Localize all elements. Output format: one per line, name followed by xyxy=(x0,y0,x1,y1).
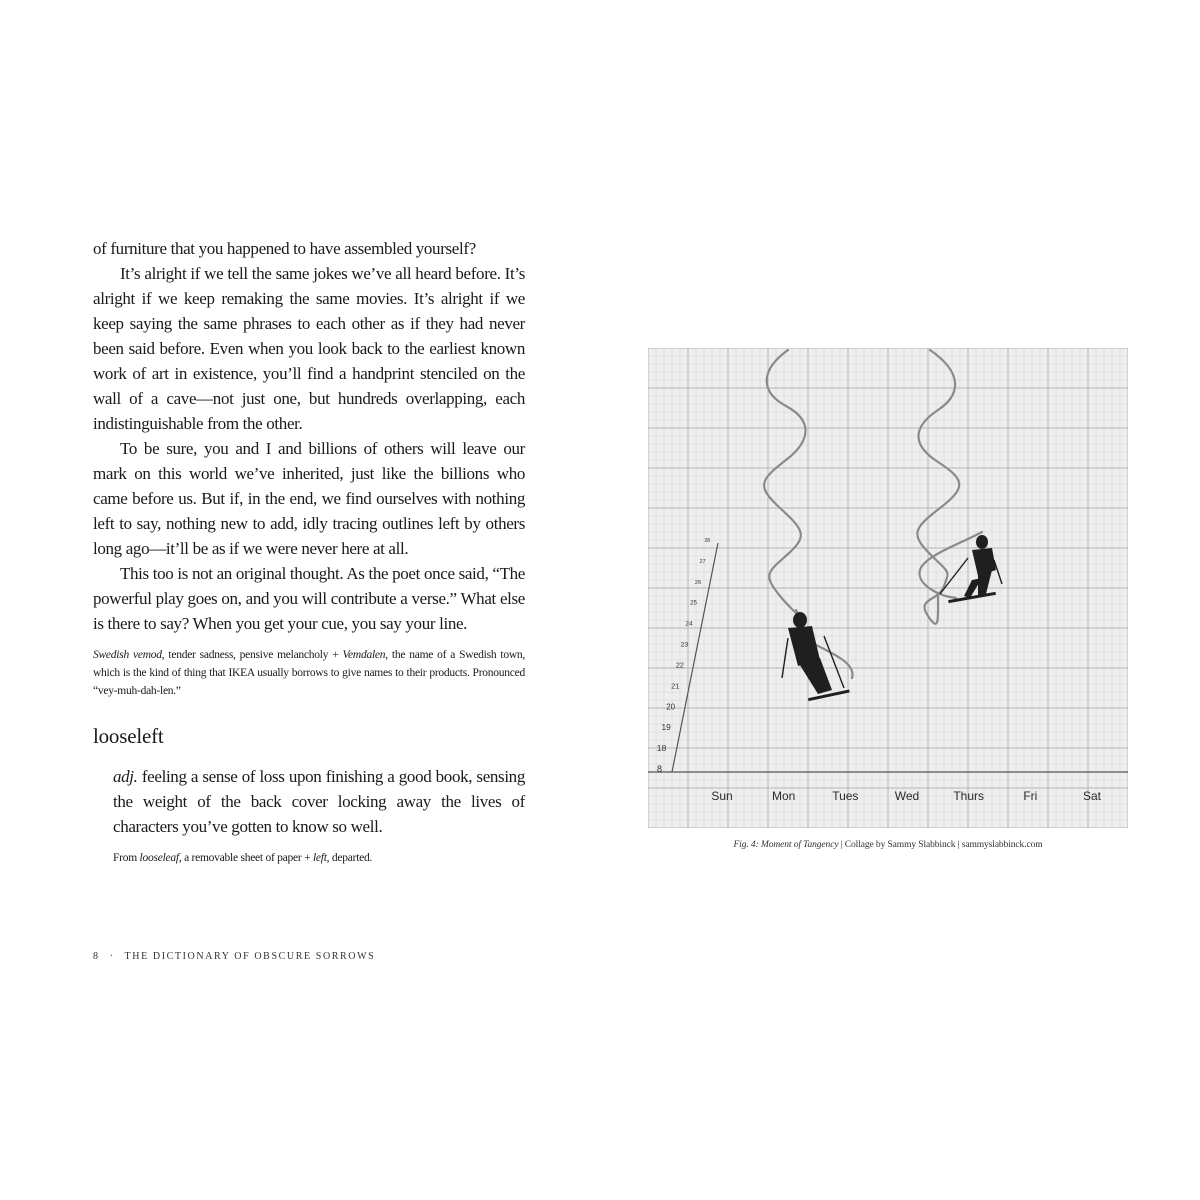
x-day-label: Sun xyxy=(711,789,733,803)
footer-separator: · xyxy=(109,951,115,962)
running-footer xyxy=(93,951,375,962)
caption-figure-title: Fig. 4: Moment of Tangency xyxy=(733,840,839,850)
entry-headword: looseleft xyxy=(93,724,164,748)
etym-term: looseleaf xyxy=(139,852,179,864)
paragraph-1: of furniture that you happened to have assembled yourself? xyxy=(93,239,476,258)
etym-text: , tender sadness, pensive melancholy + xyxy=(161,649,343,661)
left-page xyxy=(93,236,525,867)
skier-head xyxy=(976,535,988,549)
x-day-label: Mon xyxy=(771,789,796,803)
etym-text: , departed. xyxy=(326,852,373,864)
y-tick-label: 20 xyxy=(666,702,676,712)
etymology-note-vemdalen xyxy=(93,646,525,700)
y-tick-label: 21 xyxy=(671,681,680,691)
part-of-speech: adj. xyxy=(113,767,138,786)
etym-term: Swedish xyxy=(93,649,129,661)
paragraph-4: This too is not an original thought. As the poet once said, “The powerful play goes on, and you will contribute a verse.” What else is there to say? When you get your cue, you say your line. xyxy=(93,564,525,633)
collage-figure xyxy=(648,348,1128,828)
etym-text: , the name of a Swedish town, which is the kind of thing that IKEA usually borrows to give names to their products. Pronounced “vey-muh-dah-len.” xyxy=(93,649,525,697)
x-day-label: Thurs xyxy=(953,789,985,803)
etym-text: From xyxy=(113,852,140,864)
page-number: 8 xyxy=(93,951,100,962)
book-title: THE DICTIONARY OF OBSCURE SORROWS xyxy=(124,951,376,962)
y-tick-label: 18 xyxy=(656,743,667,754)
paragraph-2: It’s alright if we tell the same jokes we’ve all heard before. It’s alright if we keep remaking the same movies. It’s alright if we keep saying the same phrases to each other as if they had never been said before. Even when you look back to the earliest known work of art in existence, you’ll find a handprint stenciled on the wall of a cave—not just one, but hundreds overlapping, each indistinguishable from the other. xyxy=(93,264,525,433)
y-tick-label: 26 xyxy=(694,579,702,586)
y-tick-label: 24 xyxy=(685,620,693,628)
definition-text: feeling a sense of loss upon finishing a good book, sensing the weight of the back cover locking away the lives of characters you’ve gotten to know so well. xyxy=(113,767,525,836)
skier-head xyxy=(793,612,807,628)
figure-caption xyxy=(648,840,1128,850)
etym-term: left xyxy=(312,852,327,864)
caption-credit: | Collage by Sammy Slabbinck | sammyslabbinck.com xyxy=(838,840,1043,850)
etym-term: Vemdalen xyxy=(342,649,386,661)
etymology-note-looseleft xyxy=(93,849,525,867)
entry-definition xyxy=(93,764,525,839)
y-tick-label: 28 xyxy=(704,538,710,544)
y-tick-label: 8 xyxy=(656,764,662,774)
body-text xyxy=(93,236,525,636)
y-tick-label: 25 xyxy=(690,599,697,607)
y-tick-label: 27 xyxy=(699,558,706,565)
x-day-label: Tues xyxy=(832,789,859,803)
y-tick-label: 19 xyxy=(661,723,671,733)
x-day-label: Sat xyxy=(1082,789,1102,803)
y-tick-label: 23 xyxy=(680,641,689,649)
x-day-label: Fri xyxy=(1023,789,1038,803)
x-day-label: Wed xyxy=(894,789,920,803)
ski-grid-illustration xyxy=(648,348,1128,828)
etym-term: vemod xyxy=(132,649,162,661)
y-tick-label: 22 xyxy=(675,661,684,670)
etym-text: , a removable sheet of paper + xyxy=(178,852,313,864)
paragraph-3: To be sure, you and I and billions of others will leave our mark on this world we’ve inherited, just like the billions who came before us. But if, in the end, we find ourselves with nothing left to say, nothing new to add, idly tracing outlines left by others long ago—it’ll be as if we were never here at all. xyxy=(93,439,525,558)
